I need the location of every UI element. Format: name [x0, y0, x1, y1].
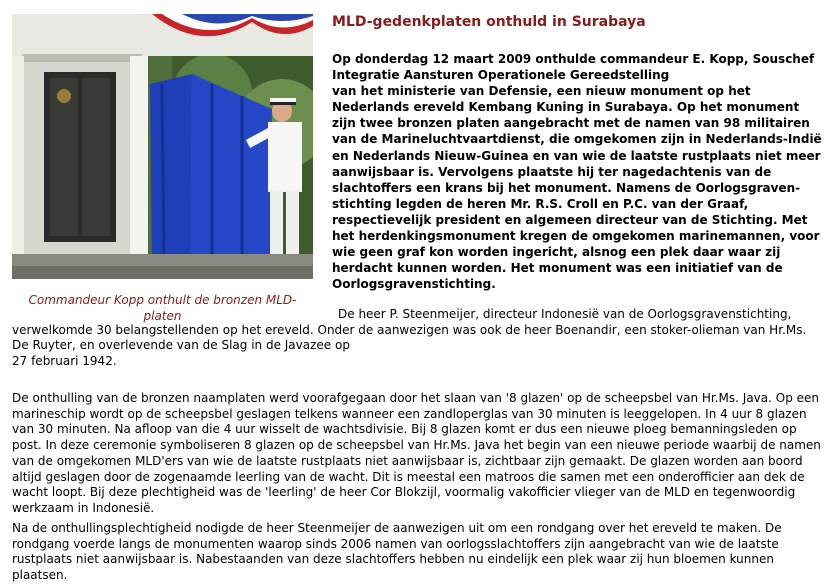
- photo-caption: Commandeur Kopp onthult de bronzen MLD-platen: [28, 293, 297, 323]
- article-paragraph-3: Na de onthullingsplechtigheid nodigde de heer Steenmeijer de aanwezigen uit om een rondgang over het ereveld te maken. De rondgang voerde langs de monumenten waarop sinds 2006 namen van oorlogsslachtoffers zijn aangebracht van wie de laatste rustplaats niet aanwijsbaar is. Nabestaanden van deze slachtoffers hebben nu eindelijk een plek waar zij hun bloemen kunnen plaatsen.: [12, 521, 782, 583]
- article-title: MLD-gedenkplaten onthuld in Surabaya: [332, 14, 646, 30]
- article-paragraph-2: De onthulling van de bronzen naamplaten werd voorafgegaan door het slaan van '8 glazen' op de scheepsbel van Hr.Ms. Java. Op een marineschip wordt op de scheepsbel geslagen telkens wanneer een zandloperglas van 30 minuten is leeggelopen. In 4 uur 8 glazen van 30 minuten. Na afloop van die 4 uur wisselt de wachtsdivisie. Bij 8 glazen komt er dus een nieuwe ploeg bemanningsleden op post. In deze ceremonie symboliseren 8 glazen op de scheepsbel van Hr.Ms. Java het begin van een nieuwe periode waarbij de namen van de omgekomen MLD'ers van wie de laatste rustplaats niet aanwijsbaar is, zichtbaar zijn gemaakt. De glazen worden aan boord altijd geslagen door de zogenaamde leerling van de wacht. Dit is meestal een matroos die samen met een onderofficier aan dek de wacht loopt. Bij deze plechtigheid was de 'leerling' de heer Cor Blokzijl, voormalig vakofficier vlieger van de MLD en tegenwoordig werkzaam in Indonesië.: [12, 391, 821, 515]
- article-lead: [332, 51, 826, 292]
- article-photo: [12, 14, 313, 279]
- monument-unveiling-photo: [12, 14, 313, 279]
- lead-text: Op donderdag 12 maart 2009 onthulde commandeur E. Kopp, Souschef Integratie Aansturen Operationele Gereedstelling van het ministerie van Defensie, een nieuw monument op het Nederlands ereveld Kembang Kuning in Surabaya. Op het monument zijn twee bronzen platen aangebracht met de namen van 98 militairen van de Marineluchtvaartdienst, die omgekomen zijn in Nederlands-Indië en Nederlands Nieuw-Guinea en van wie de laatste rustplaats niet meer aanwijsbaar is. Vervolgens plaatste hij ter nagedachtenis van de slachtoffers een krans bij het monument. Namens de Oorlogsgraven-stichting legden de heren Mr. R.S. Croll en P.C. van der Graaf, respectievelijk president en algemeen directeur van de Stichting. Met het herdenkingsmonument kregen de omgekomen marinemannen, voor wie geen graf kon worden ingericht, alsnog een plek daar waar zij herdacht kunnen worden. Het monument was een initiatief van de Oorlogsgravenstichting.: [332, 52, 822, 292]
- paragraph-1-text: De heer P. Steenmeijer, directeur Indonesië van de Oorlogsgravenstichting, verwelkomde 30 belangstellenden op het ereveld. Onder de aanwezigen was ook de heer Boenandir, een stoker-olieman van Hr.Ms. De Ruyter, en overlevende van de Slag in de Javazee op 27 februari 1942.: [12, 307, 807, 369]
- article-paragraph-1: [12, 307, 822, 370]
